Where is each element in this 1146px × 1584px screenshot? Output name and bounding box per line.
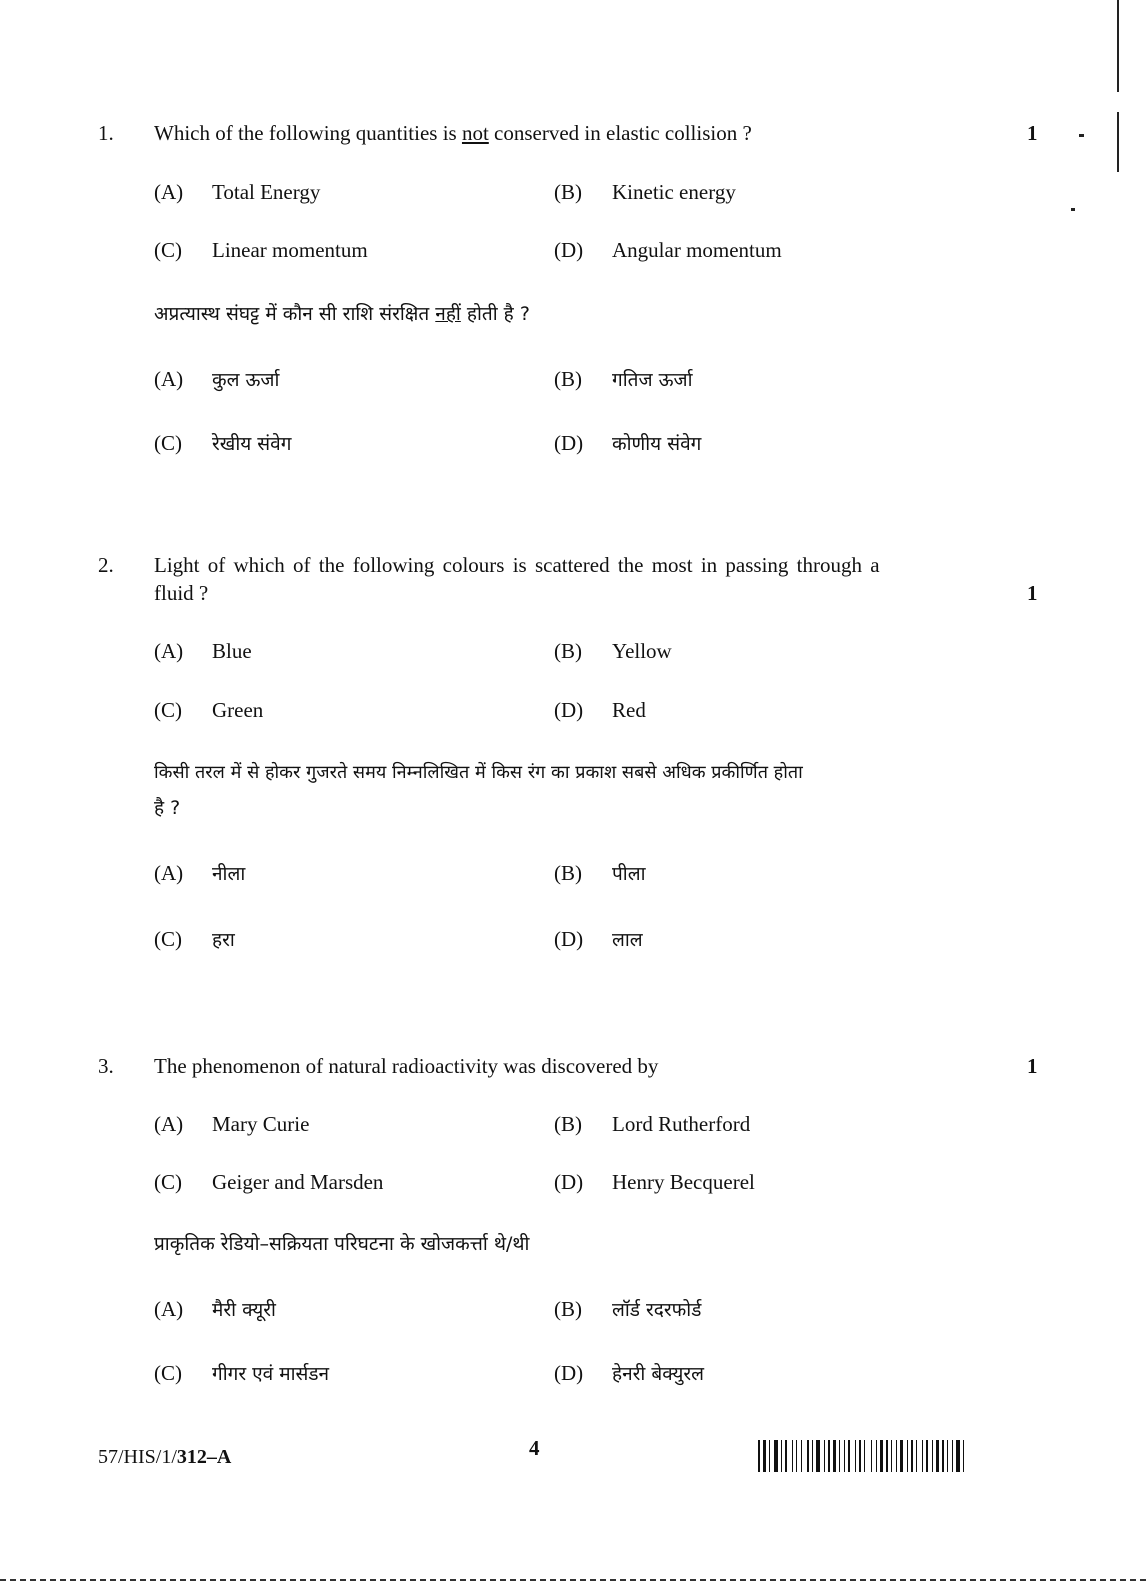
option-text: रेखीय संवेग bbox=[212, 433, 292, 455]
hindi-text-part: अप्रत्यास्थ संघट्ट में कौन सी राशि संरक्षित bbox=[154, 303, 436, 325]
option-text: Red bbox=[612, 698, 646, 722]
option-a[interactable] bbox=[154, 639, 252, 664]
hindi-option-c[interactable] bbox=[154, 1360, 329, 1386]
page-number: 4 bbox=[529, 1436, 540, 1460]
option-text: Kinetic energy bbox=[612, 180, 736, 204]
option-letter: (A) bbox=[154, 861, 184, 885]
option-text: Mary Curie bbox=[212, 1112, 310, 1136]
hindi-option-a[interactable] bbox=[154, 860, 245, 886]
question-text-hindi-line-2: है ? bbox=[154, 797, 181, 819]
option-text: Yellow bbox=[612, 639, 672, 663]
option-text: हरा bbox=[212, 929, 235, 951]
option-text: लाल bbox=[612, 929, 643, 951]
option-letter: (B) bbox=[554, 1112, 582, 1136]
hindi-option-b[interactable] bbox=[554, 1296, 701, 1322]
hindi-option-a[interactable] bbox=[154, 366, 279, 392]
option-text: हेनरी बेक्युरल bbox=[612, 1363, 705, 1385]
option-letter: (A) bbox=[154, 639, 184, 663]
question-text-hindi-line-1: किसी तरल में से होकर गुजरते समय निम्नलिखित में किस रंग का प्रकाश सबसे अधिक प्रकीर्णित होता bbox=[154, 762, 803, 783]
option-b[interactable] bbox=[554, 1112, 750, 1137]
option-b[interactable] bbox=[554, 639, 672, 664]
option-a[interactable] bbox=[154, 180, 320, 205]
option-text: लॉर्ड रदरफोर्ड bbox=[612, 1299, 702, 1321]
option-letter: (B) bbox=[554, 639, 582, 663]
option-letter: (A) bbox=[154, 1297, 184, 1321]
option-letter: (B) bbox=[554, 1297, 582, 1321]
option-text: कोणीय संवेग bbox=[612, 433, 702, 455]
scan-edge-line-top bbox=[1117, 0, 1119, 92]
option-b[interactable] bbox=[554, 180, 736, 205]
question-text-line-1: Light of which of the following colours is scattered the most in passing through a bbox=[154, 553, 880, 577]
option-c[interactable] bbox=[154, 698, 263, 723]
question-text-line-2: fluid ? bbox=[154, 581, 209, 605]
option-a[interactable] bbox=[154, 1112, 309, 1137]
hindi-option-d[interactable] bbox=[554, 430, 701, 456]
option-letter: (D) bbox=[554, 431, 584, 455]
paper-code bbox=[98, 1446, 231, 1469]
question-text-emphasis: not bbox=[461, 121, 489, 145]
option-text: कुल ऊर्जा bbox=[212, 369, 280, 391]
option-letter: (D) bbox=[554, 238, 584, 262]
option-letter: (C) bbox=[154, 698, 182, 722]
option-text: पीला bbox=[612, 863, 646, 885]
hindi-option-d[interactable] bbox=[554, 926, 643, 952]
hindi-option-a[interactable] bbox=[154, 1296, 276, 1322]
question-marks: 1 bbox=[1027, 121, 1038, 145]
option-letter: (C) bbox=[154, 927, 182, 951]
option-text: Green bbox=[212, 698, 264, 722]
option-d[interactable] bbox=[554, 698, 646, 723]
question-text-hindi bbox=[154, 300, 530, 326]
option-letter: (C) bbox=[154, 1361, 182, 1385]
option-letter: (B) bbox=[554, 180, 582, 204]
option-letter: (C) bbox=[154, 431, 182, 455]
option-text: Total Energy bbox=[212, 180, 321, 204]
option-text: नीला bbox=[212, 863, 246, 885]
option-letter: (C) bbox=[154, 1170, 182, 1194]
option-text: Blue bbox=[212, 639, 252, 663]
option-text: Lord Rutherford bbox=[612, 1112, 751, 1136]
option-text: गीगर एवं मार्सडन bbox=[212, 1363, 330, 1385]
scan-edge-line-mid bbox=[1117, 112, 1119, 172]
hindi-option-c[interactable] bbox=[154, 430, 291, 456]
hindi-option-b[interactable] bbox=[554, 366, 693, 392]
option-letter: (B) bbox=[554, 861, 582, 885]
option-letter: (A) bbox=[154, 180, 184, 204]
option-letter: (D) bbox=[554, 1170, 584, 1194]
option-text: Angular momentum bbox=[612, 238, 782, 262]
option-letter: (B) bbox=[554, 367, 582, 391]
trim-line bbox=[0, 1579, 1146, 1581]
question-number: 1. bbox=[98, 121, 114, 145]
option-text: गतिज ऊर्जा bbox=[612, 369, 693, 391]
hindi-text-emphasis: नहीं bbox=[435, 303, 461, 325]
option-text: मैरी क्यूरी bbox=[212, 1299, 276, 1321]
option-letter: (D) bbox=[554, 698, 584, 722]
option-letter: (D) bbox=[554, 1361, 584, 1385]
question-number: 3. bbox=[98, 1054, 114, 1078]
option-text: Linear momentum bbox=[212, 238, 368, 262]
question-text: The phenomenon of natural radioactivity was discovered by bbox=[154, 1054, 659, 1078]
question-marks: 1 bbox=[1027, 581, 1038, 605]
hindi-option-b[interactable] bbox=[554, 860, 646, 886]
question-marks: 1 bbox=[1027, 1054, 1038, 1078]
hindi-text-part: होती है ? bbox=[460, 303, 530, 325]
option-c[interactable] bbox=[154, 1170, 383, 1195]
option-text: Geiger and Marsden bbox=[212, 1170, 384, 1194]
option-c[interactable] bbox=[154, 238, 368, 263]
option-d[interactable] bbox=[554, 238, 782, 263]
scan-dot bbox=[1079, 134, 1084, 137]
option-letter: (A) bbox=[154, 367, 184, 391]
scan-dot bbox=[1071, 208, 1075, 211]
hindi-option-c[interactable] bbox=[154, 926, 235, 952]
question-text-part: Which of the following quantities is bbox=[154, 121, 462, 145]
paper-code-prefix: 57/HIS/1/ bbox=[98, 1446, 177, 1468]
question-number: 2. bbox=[98, 553, 114, 577]
question-text-hindi: प्राकृतिक रेडियो–सक्रियता परिघटना के खोजकर्त्ता थे/थी bbox=[154, 1233, 530, 1255]
hindi-option-d[interactable] bbox=[554, 1360, 704, 1386]
question-text bbox=[154, 121, 752, 146]
barcode-icon bbox=[758, 1440, 1043, 1472]
paper-code-number: 312–A bbox=[176, 1446, 232, 1468]
option-d[interactable] bbox=[554, 1170, 755, 1195]
option-letter: (C) bbox=[154, 238, 182, 262]
option-text: Henry Becquerel bbox=[612, 1170, 755, 1194]
option-letter: (D) bbox=[554, 927, 584, 951]
option-letter: (A) bbox=[154, 1112, 184, 1136]
question-text-part: conserved in elastic collision ? bbox=[488, 121, 752, 145]
